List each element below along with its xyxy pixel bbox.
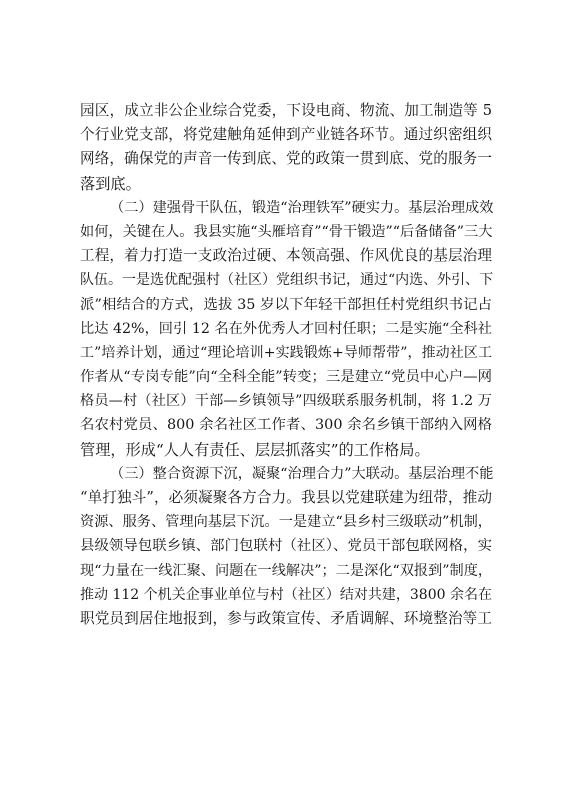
text-line: 网络，确保党的声音一传到底、党的政策一贯到底、党的服务一 (80, 150, 492, 168)
text-line: 作者从“专岗专能”向“全科全能”转变；三是建立“党员中心户—网 (80, 369, 492, 386)
text-line: 个行业党支部，将党建触角延伸到产业链各环节。通过织密组织 (80, 126, 492, 144)
text-line: 资源、服务、管理向基层下沉。一是建立“县乡村三级联动”机制， (80, 514, 492, 531)
text-line: 落到底。 (80, 174, 141, 193)
text-line: 比达 42%，回引 12 名在外优秀人才回村任职；二是实施“全科社 (80, 320, 492, 337)
text-line: 推动 112 个机关企事业单位与村（社区）结对共建，3800 余名在 (80, 586, 492, 603)
text-line: 工程，着力打造一支政治过硬、本领高强、作风优良的基层治理 (80, 247, 492, 265)
section-heading-line: （二）建强骨干队伍，锻造“治理铁军”硬实力。基层治理成效 (110, 199, 494, 216)
text-line: 园区，成立非公企业综合党委，下设电商、物流、加工制造等 5 (80, 102, 492, 119)
text-line: 工”培养计划，通过“理论培训+实践锻炼+导师帮带”，推动社区工 (80, 344, 492, 361)
text-line: 名农村党员、800 余名社区工作者、300 余名乡镇干部纳入网格 (80, 417, 492, 434)
document-body (80, 99, 492, 631)
text-line: 现“力量在一线汇聚、问题在一线解决”；二是深化“双报到”制度， (80, 562, 493, 579)
section-heading-line: （三）整合资源下沉，凝聚“治理合力”大联动。基层治理不能 (110, 465, 494, 482)
text-line: 管理，形成“人人有责任、层层抓落实”的工作格局。 (80, 440, 430, 459)
text-line: 队伍。一是选优配强村（社区）党组织书记，通过“内选、外引、下 (80, 272, 494, 289)
text-line: 职党员到居住地报到，参与政策宣传、矛盾调解、环境整治等工 (80, 609, 492, 627)
text-line: “单打独斗”，必须凝聚各方合力。我县以党建联建为纽带，推动 (80, 489, 492, 506)
text-line: 格员—村（社区）干部—乡镇领导”四级联系服务机制，将 1.2 万 (80, 393, 492, 410)
text-line: 派”相结合的方式，选拔 35 岁以下年轻干部担任村党组织书记占 (80, 296, 492, 313)
text-line: 如何，关键在人。我县实施“头雁培育”“骨干锻造”“后备储备”三大 (80, 223, 493, 240)
text-line: 县级领导包联乡镇、部门包联村（社区）、党员干部包联网格，实 (80, 538, 492, 555)
